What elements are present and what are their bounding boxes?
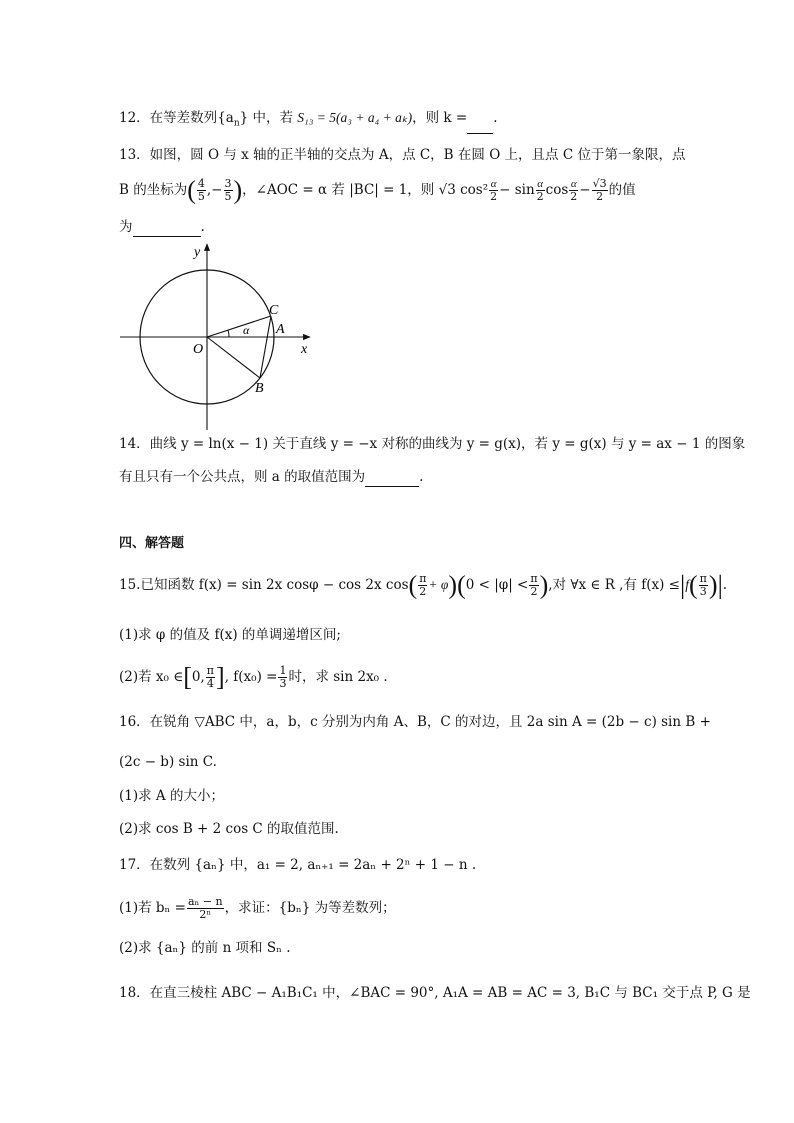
coord-x-frac	[197, 178, 206, 203]
bracket: [	[183, 662, 192, 692]
question-14-line1: 14．曲线 y = ln(x − 1) 关于直线 y = −x 对称的曲线为 y = g(x)，若 y = g(x) 与 y = ax − 1 的图象	[119, 436, 746, 452]
alpha-num: α	[537, 178, 544, 190]
bn-den: 2ⁿ	[199, 908, 212, 921]
pi-num: π	[699, 572, 707, 585]
coord-x-num: 4	[197, 177, 205, 190]
x-label: x	[301, 342, 308, 357]
bn-num: aₙ − n	[188, 895, 223, 908]
question-18-line1: 18．在直三棱柱 ABC − A₁B₁C₁ 中，∠BAC = 90°, A₁A = AB = AC = 3, B₁C 与 BC₁ 交于点 P, G 是	[119, 985, 751, 1001]
c-label: C	[269, 303, 279, 318]
two-den: 2	[536, 190, 544, 203]
q14-end: .	[419, 469, 424, 485]
q13-expr-d: cos	[545, 182, 569, 198]
two-den: 2	[570, 190, 578, 203]
pi-num: π	[530, 572, 538, 585]
q13-expr-c: − sin	[499, 182, 535, 198]
b-n-frac	[187, 896, 224, 921]
q13-end: .	[200, 219, 205, 235]
q15-plus-phi: + φ	[428, 577, 449, 592]
bracket: ]	[216, 662, 225, 692]
q12-tail: ，则 k =	[412, 110, 468, 126]
question-16-part1: (1)求 A 的大小；	[119, 788, 224, 804]
paren: )	[539, 570, 549, 600]
pi-num: π	[419, 572, 427, 585]
question-13-line1: 13．如图，圆 O 与 x 轴的正半轴的交点为 A，点 C，B 在圆 O 上，且点 C 位于第一象限，点	[119, 147, 686, 163]
sqrt3-num: √3	[592, 177, 607, 190]
section-heading: 四、解答题	[119, 536, 185, 551]
question-12	[119, 108, 498, 134]
alpha-num: α	[490, 178, 497, 190]
q15-end: .	[722, 577, 728, 593]
question-16-part2: (2)求 cos B + 2 cos C 的取值范围.	[119, 821, 339, 837]
coord-y-den: 5	[224, 190, 232, 203]
q12-number: 12．在等差数列	[119, 110, 218, 126]
q12-mid: } 中，若	[239, 110, 298, 126]
q15-p2-c: , f(x₀) =	[224, 669, 278, 685]
segment-ob	[207, 337, 260, 378]
o-label: O	[193, 342, 204, 357]
q15-f: f	[685, 577, 689, 592]
question-16-line1: 16．在锐角 ▽ABC 中，a，b，c 分别为内角 A、B，C 的对边，且 2a sin A = (2b − c) sin B +	[119, 714, 711, 730]
three-den: 3	[699, 585, 707, 598]
alpha-half-3	[569, 178, 578, 203]
question-13-line3	[119, 217, 205, 237]
four-den: 4	[206, 677, 214, 690]
question-17-line1: 17．在数列 {aₙ} 中，a₁ = 2, aₙ₊₁ = 2aₙ + 2ⁿ + 1 − n .	[119, 857, 477, 873]
paren: (	[457, 570, 466, 600]
pi-quarter	[206, 665, 215, 690]
coord-x-den: 5	[197, 190, 205, 203]
pi-half-2	[529, 573, 538, 598]
right-paren: )	[233, 175, 243, 205]
b-label: B	[255, 381, 264, 396]
two-den: 2	[490, 190, 498, 203]
abs-bar: |	[717, 570, 723, 600]
alpha-half-1	[489, 178, 498, 203]
question-13-line2	[119, 172, 636, 208]
q15-p2-d: 时，求 sin 2x₀ .	[288, 669, 388, 685]
sqrt3-half	[592, 178, 608, 203]
unit-circle-figure	[112, 240, 332, 435]
coord-sep: ,−	[206, 182, 223, 198]
paren: )	[708, 570, 718, 600]
question-15-part2	[119, 659, 388, 695]
q13-expr-e: −	[579, 182, 591, 198]
q15-phi-range: 0 < |φ| <	[465, 577, 529, 593]
question-14-line2	[119, 467, 423, 487]
question-17-part2: (2)求 {aₙ} 的前 n 项和 Sₙ .	[119, 940, 291, 956]
q15-func: 15.已知函数 f(x) = sin 2x cosφ − cos 2x cos	[119, 577, 409, 593]
q12-seq: {a	[217, 110, 234, 126]
q14-text: 有且只有一个公共点，则 a 的取值范围为	[119, 469, 366, 485]
paren: (	[688, 570, 698, 600]
q15-p2-b: 0,	[191, 669, 205, 685]
coord-y-num: 3	[224, 177, 232, 190]
q15-forall: ,对 ∀x ∈ R ,有 f(x) ≤	[548, 577, 680, 593]
question-17-part1	[119, 893, 396, 923]
paren: (	[408, 570, 418, 600]
two-den: 2	[530, 585, 538, 598]
q17-p1-b: ，求证：{bₙ} 为等差数列；	[224, 900, 396, 916]
two-den: 2	[419, 585, 427, 598]
q12-answer-blank[interactable]	[467, 119, 493, 134]
q13-b-coord-label: B 的坐标为	[119, 182, 188, 198]
question-15-line1	[119, 567, 727, 603]
q14-answer-blank[interactable]	[365, 472, 419, 487]
q13-answer-blank[interactable]	[133, 222, 201, 237]
q17-p1-a: (1)若 bₙ =	[119, 900, 186, 916]
q12-expr: S₁₃ = 5(a₃ + a₄ + aₖ)	[297, 110, 413, 125]
abs-bar: |	[680, 570, 686, 600]
alpha-label: α	[243, 323, 250, 337]
paren: )	[448, 570, 458, 600]
q12-end: .	[493, 110, 498, 126]
q13-wei: 为	[119, 219, 133, 235]
question-16-line2: (2c − b) sin C.	[119, 754, 217, 770]
pi-half	[418, 573, 427, 598]
q15-p2-a: (2)若 x₀ ∈	[119, 669, 184, 685]
q13-expr-b: ，∠AOC = α 若 |BC| = 1，则 √3 cos²	[242, 182, 489, 198]
angle-arc	[228, 330, 229, 337]
alpha-half-2	[536, 178, 545, 203]
q13-expr-f: 的值	[608, 182, 636, 198]
pi-num: π	[206, 664, 215, 677]
one-third	[278, 665, 287, 690]
alpha-num: α	[570, 178, 577, 190]
three-den: 3	[279, 677, 287, 690]
one-num: 1	[279, 664, 287, 677]
left-paren: (	[187, 175, 196, 205]
pi-third	[699, 573, 708, 598]
question-15-part1: (1)求 φ 的值及 f(x) 的单调递增区间;	[119, 627, 341, 643]
two-den: 2	[596, 190, 604, 203]
q12-seq-sub: n	[233, 118, 240, 129]
a-label: A	[276, 322, 285, 337]
segment-oc	[207, 316, 271, 337]
y-label: y	[194, 245, 201, 260]
coord-y-frac	[224, 178, 233, 203]
